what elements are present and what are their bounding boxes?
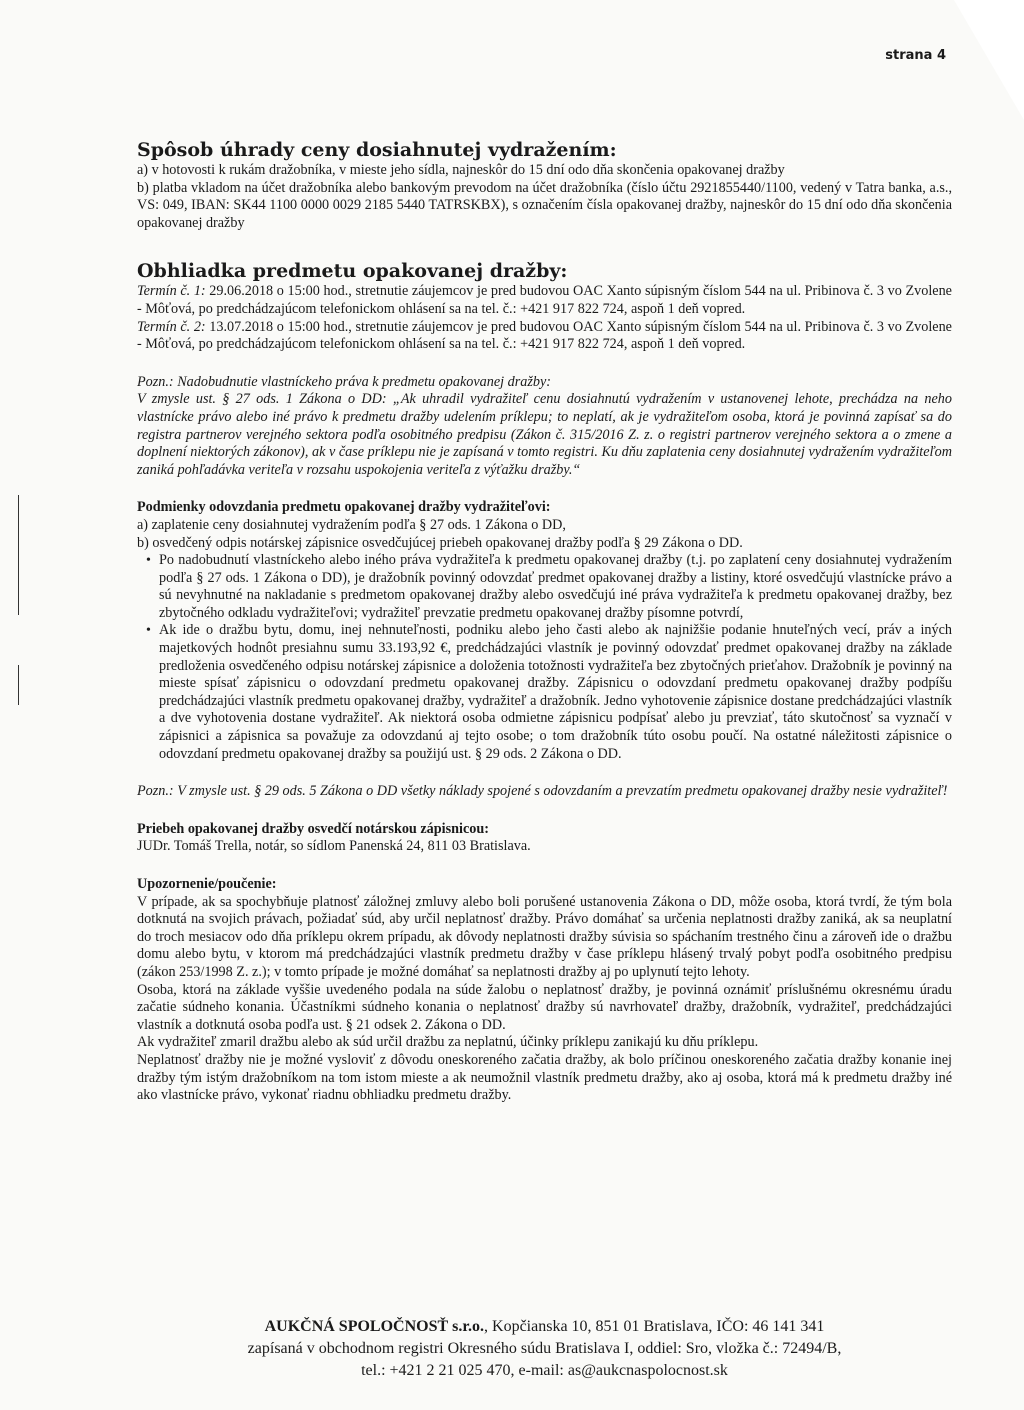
document-body bbox=[137, 138, 952, 1105]
warning-paragraph-4: Neplatnosť dražby nie je možné vysloviť z dôvodu oneskoreného začatia dražby, ak bolo príčinou oneskoreného začatia dražby konanie inej dražby tým istým dražobníkom na tom istom mieste a ak neumožnil vlastník predmetu dražby, ako aj osoba, ktorá má k predmetu dražby iné ako vlastnícke právo, vykonať riadnu obhliadku predmetu dražby. bbox=[137, 1051, 952, 1104]
notary-heading: Priebeh opakovanej dražby osvedčí notárskou zápisnicou: bbox=[137, 820, 489, 837]
handover-bullet-list bbox=[137, 552, 952, 763]
warning-heading: Upozornenie/poučenie: bbox=[137, 876, 277, 892]
page-number: strana 4 bbox=[885, 48, 946, 63]
payment-option-b: b) platba vkladom na účet dražobníka alebo bankovým prevodom na účet dražobníka (číslo účtu 2921855440/1100, vedený v Tatra banka, a.s., VS: 049, IBAN: SK44 1100 0000 0029 2185 5440 TATRSKBX), s označením čísla opakovanej dražby, najneskôr do 15 dní odo dňa skončenia opakovanej dražby bbox=[137, 179, 952, 231]
note-ownership-text: V zmysle ust. § 27 ods. 1 Zákona o DD: „Ak uhradil vydražiteľ cenu dosiahnutú vydražením v ustanovenej lehote, prechádza na neho vlastnícke právo alebo iné právo k predmetu dražby udelením príklepu; to neplatí, ak je vydražiteľom osoba, ktorá je povinná zapísať sa do registra partnerov verejného sektora podľa osobitného predpisu (Zákon č. 315/2016 Z. z. o registri partnerov verejného sektora a o zmene a doplnení niektorých zákonov), ak v čase príklepu nie je zapísaná v tomto registri. Ku dňu zaplatenia ceny dosiahnutej vydražením vydražiteľom zaniká pohľadávka veriteľa v rozsahu uspokojenia veriteľa z výťažku dražby.“ bbox=[137, 391, 952, 478]
note-costs: Pozn.: V zmysle ust. § 29 ods. 5 Zákona o DD všetky náklady spojené s odovzdaním a prevzatím predmetu opakovanej dražby nesie vydražiteľ! bbox=[137, 783, 948, 800]
notary-text: JUDr. Tomáš Trella, notár, so sídlom Panenská 24, 811 03 Bratislava. bbox=[137, 838, 531, 855]
company-footer bbox=[137, 1316, 952, 1382]
company-name: AUKČNÁ SPOLOČNOSŤ s.r.o. bbox=[264, 1318, 485, 1335]
handover-heading: Podmienky odovzdania predmetu opakovanej dražby vydražiteľovi: bbox=[137, 499, 551, 516]
term-2-label: Termín č. 2: bbox=[137, 318, 206, 335]
footer-line-3: tel.: +421 2 21 025 470, e-mail: as@aukcnaspolocnost.sk bbox=[361, 1362, 728, 1379]
company-address: , Kopčianska 10, 851 01 Bratislava, IČO: 46 141 341 bbox=[484, 1318, 825, 1335]
footer-line-2: zapísaná v obchodnom registri Okresného súdu Bratislava I, oddiel: Sro, vložka č.: 72494/B, bbox=[247, 1340, 842, 1357]
payment-heading: Spôsob úhrady ceny dosiahnutej vydražením: bbox=[137, 139, 617, 161]
handover-condition-b: b) osvedčený odpis notárskej zápisnice osvedčujúcej priebeh opakovanej dražby podľa § 29 Zákona o DD. bbox=[137, 534, 743, 551]
term-1-label: Termín č. 1: bbox=[137, 283, 206, 300]
warning-paragraph-1: V prípade, ak sa spochybňuje platnosť záložnej zmluvy alebo boli porušené ustanovenia Zákona o DD, môže osoba, ktorá tvrdí, že tým bola dotknutá na svojich právach, požiadať súd, aby určil neplatnosť dražby. Právo domáhať sa určenia neplatnosti dražby zaniká, ak sa neuplatní do troch mesiacov odo dňa príklepu okrem prípadu, ak dôvody neplatnosti dražby súvisia so spáchaním trestného činu a zároveň ide o dražbu domu alebo bytu, v ktorom má predchádzajúci vlastník predmetu dražby v čase príklepu hlásený trvalý pobyt podľa osobitného predpisu (zákon 253/1998 Z. z.); v tomto prípade je možné domáhať sa neplatnosti dražby aj po uplynutí tejto lehoty. bbox=[137, 893, 952, 980]
term-1-text: 29.06.2018 o 15:00 hod., stretnutie záujemcov je pred budovou OAC Xanto súpisným číslom 544 na ul. Pribinova č. 3 vo Zvolene - Môťová, po predchádzajúcom telefonickom ohlásení sa na tel. č.: +421 917 822 724, aspoň 1 deň vopred. bbox=[137, 283, 952, 317]
scan-edge-mark bbox=[18, 495, 33, 615]
folded-corner bbox=[954, 0, 1024, 120]
term-2-text: 13.07.2018 o 15:00 hod., stretnutie záujemcov je pred budovou OAC Xanto súpisným číslom 544 na ul. Pribinova č. 3 vo Zvolene - Môťová, po predchádzajúcom telefonickom ohlásení sa na tel. č.: +421 917 822 724, aspoň 1 deň vopred. bbox=[137, 318, 952, 353]
inspection-term-1 bbox=[137, 283, 952, 318]
inspection-heading: Obhliadka predmetu opakovanej dražby: bbox=[137, 260, 568, 283]
list-item: • Po nadobudnutí vlastníckeho alebo iného práva vydražiteľa k predmetu opakovanej dražby (t.j. po zaplatení ceny dosiahnutej vydražením podľa § 27 ods. 1 Zákona o DD), je dražobník povinný odovzdať predmet opakovanej dražby a listiny, ktoré osvedčujú vlastnícke právo a sú nevyhnutné na nakladanie s predmetom opakovanej dražby alebo osvedčujú iné práva vydražiteľa k predmetu opakovanej dražby, bez zbytočného odkladu vydražiteľovi; vydražiteľ prevzatie predmetu opakovanej dražby písomne potvrdí, bbox=[159, 552, 952, 622]
warning-paragraph-3: Ak vydražiteľ zmaril dražbu alebo ak súd určil dražbu za neplatnú, účinky príklepu zanikajú ku dňu príklepu. bbox=[137, 1034, 759, 1051]
payment-option-a: a) v hotovosti k rukám dražobníka, v mieste jeho sídla, najneskôr do 15 dní odo dňa skončenia opakovanej dražby bbox=[137, 162, 785, 178]
scan-edge-mark bbox=[18, 665, 33, 705]
footer-line-1 bbox=[137, 1316, 952, 1338]
inspection-term-2 bbox=[137, 319, 952, 354]
note-ownership-title: Pozn.: Nadobudnutie vlastníckeho práva k predmetu opakovanej dražby: bbox=[137, 373, 551, 390]
warning-paragraph-2: Osoba, ktorá na základe vyššie uvedeného podala na súde žalobu o neplatnosť dražby, je povinná oznámiť príslušnému okresnému úradu začatie súdneho konania. Účastníkmi súdneho konania o neplatnosť dražby sú navrhovateľ dražby, dražobník, vydražiteľ, predchádzajúci vlastník a dotknutá osoba podľa ust. § 21 odsek 2. Zákona o DD. bbox=[137, 981, 952, 1033]
handover-condition-a: a) zaplatenie ceny dosiahnutej vydražením podľa § 27 ods. 1 Zákona o DD, bbox=[137, 516, 566, 533]
list-item: • Ak ide o dražbu bytu, domu, inej nehnuteľnosti, podniku alebo jeho časti alebo ak najnižšie podanie hnuteľných vecí, práv a iných majetkových hodnôt presiahnu sumu 33.193,92 €, predchádzajúci vlastník je povinný odovzdať predmet opakovanej dražby na základe predloženia osvedčeného odpisu notárskej zápisnice a doloženia totožnosti vydražiteľa bez zbytočných prieťahov. Dražobník je povinný na mieste spísať zápisnicu o odovzdaní predmetu opakovanej dražby. Zápisnicu o odovzdaní predmetu opakovanej dražby podpíšu predchádzajúci vlastník predmetu opakovanej dražby, vydražiteľ a dražobník. Jedno vyhotovenie zápisnice dostane predchádzajúci vlastník a dve vyhotovenia dostane vydražiteľ. Ak niektorá osoba odmietne zápisnicu podpísať alebo ju prevziať, táto skutočnosť sa vyznačí v zápisnici a zápisnica sa považuje za odovzdanú aj tejto osobe; o tom dražobník túto osobu poučí. Na ostatné náležitosti zápisnice o odovzdaní predmetu opakovanej dražby sa použijú ust. § 29 ods. 2 Zákona o DD. bbox=[159, 622, 952, 763]
